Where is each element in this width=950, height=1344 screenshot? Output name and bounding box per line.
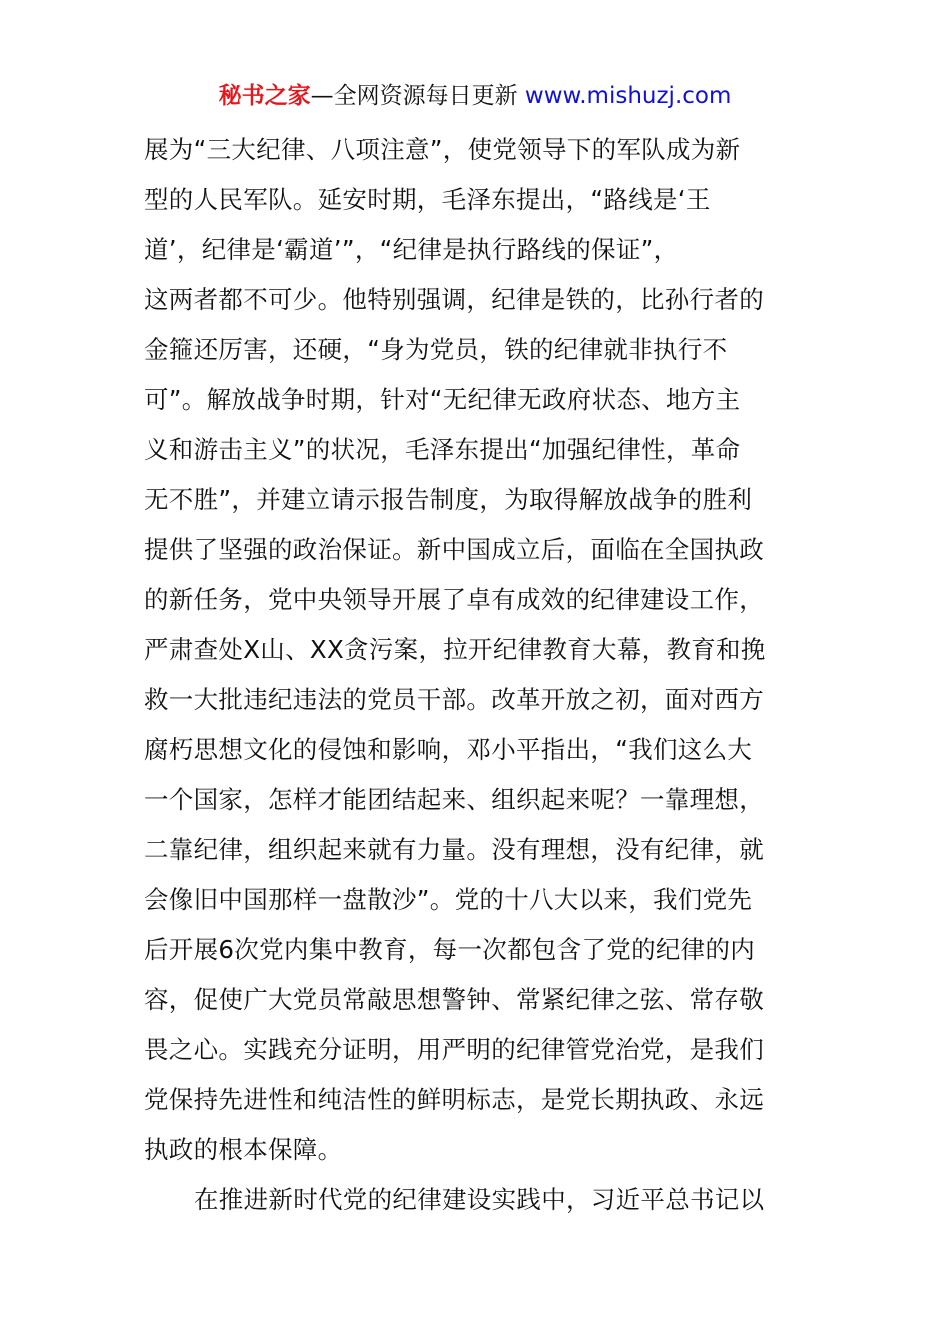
text-line: 二靠纪律，组织起来就有力量。没有理想，没有纪律，就 [144, 835, 764, 864]
text-line: 后开展6次党内集中教育，每一次都包含了党的纪律的内 [144, 935, 756, 964]
text-line: 无不胜”，并建立请示报告制度，为取得解放战争的胜利 [144, 485, 753, 514]
text-line: 的新任务，党中央领导开展了卓有成效的纪律建设工作， [144, 585, 764, 614]
text-line: 义和游击主义”的状况，毛泽东提出“加强纪律性，革命 [144, 435, 741, 464]
text-line: 道’，纪律是‘霸道’”，“纪律是执行路线的保证”， [144, 235, 679, 264]
paragraph-continued [144, 125, 806, 1175]
text-line: 腐朽思想文化的侵蚀和影响，邓小平指出，“我们这么大 [144, 735, 753, 764]
text-line: 执政的根本保障。 [144, 1135, 343, 1164]
header-brand: 秘书之家 [218, 83, 311, 109]
paragraph-new [144, 1175, 806, 1225]
text-line: 党保持先进性和纯洁性的鲜明标志，是党长期执政、永远 [144, 1085, 764, 1114]
text-line: 提供了坚强的政治保证。新中国成立后，面临在全国执政 [144, 535, 764, 564]
text-line: 严肃查处X山、XX贪污案，拉开纪律教育大幕，教育和挽 [144, 635, 766, 664]
page-header [0, 80, 950, 112]
text-line: 可”。解放战争时期，针对“无纪律无政府状态、地方主 [144, 385, 741, 414]
text-line: 型的人民军队。延安时期，毛泽东提出，“路线是‘王 [144, 185, 711, 214]
text-line: 救一大批违纪违法的党员干部。改革开放之初，面对西方 [144, 685, 764, 714]
text-line: 这两者都不可少。他特别强调，纪律是铁的，比孙行者的 [144, 285, 764, 314]
header-url-link[interactable]: www.mishuzj.com [524, 83, 732, 109]
text-line: 畏之心。实践充分证明，用严明的纪律管党治党，是我们 [144, 1035, 764, 1064]
header-tagline: —全网资源每日更新 [310, 83, 525, 109]
document-body [144, 125, 806, 1225]
text-line: 会像旧中国那样一盘散沙”。党的十八大以来，我们党先 [144, 885, 753, 914]
text-line: 容，促使广大党员常敲思想警钟、常紧纪律之弦、常存敬 [144, 985, 764, 1014]
text-line: 金箍还厉害，还硬，“身为党员，铁的纪律就非执行不 [144, 335, 728, 364]
text-line: 在推进新时代党的纪律建设实践中，习近平总书记以 [194, 1185, 765, 1214]
text-line: 一个国家，怎样才能团结起来、组织起来呢？一靠理想， [144, 785, 764, 814]
text-line: 展为“三大纪律、八项注意”，使党领导下的军队成为新 [144, 135, 741, 164]
